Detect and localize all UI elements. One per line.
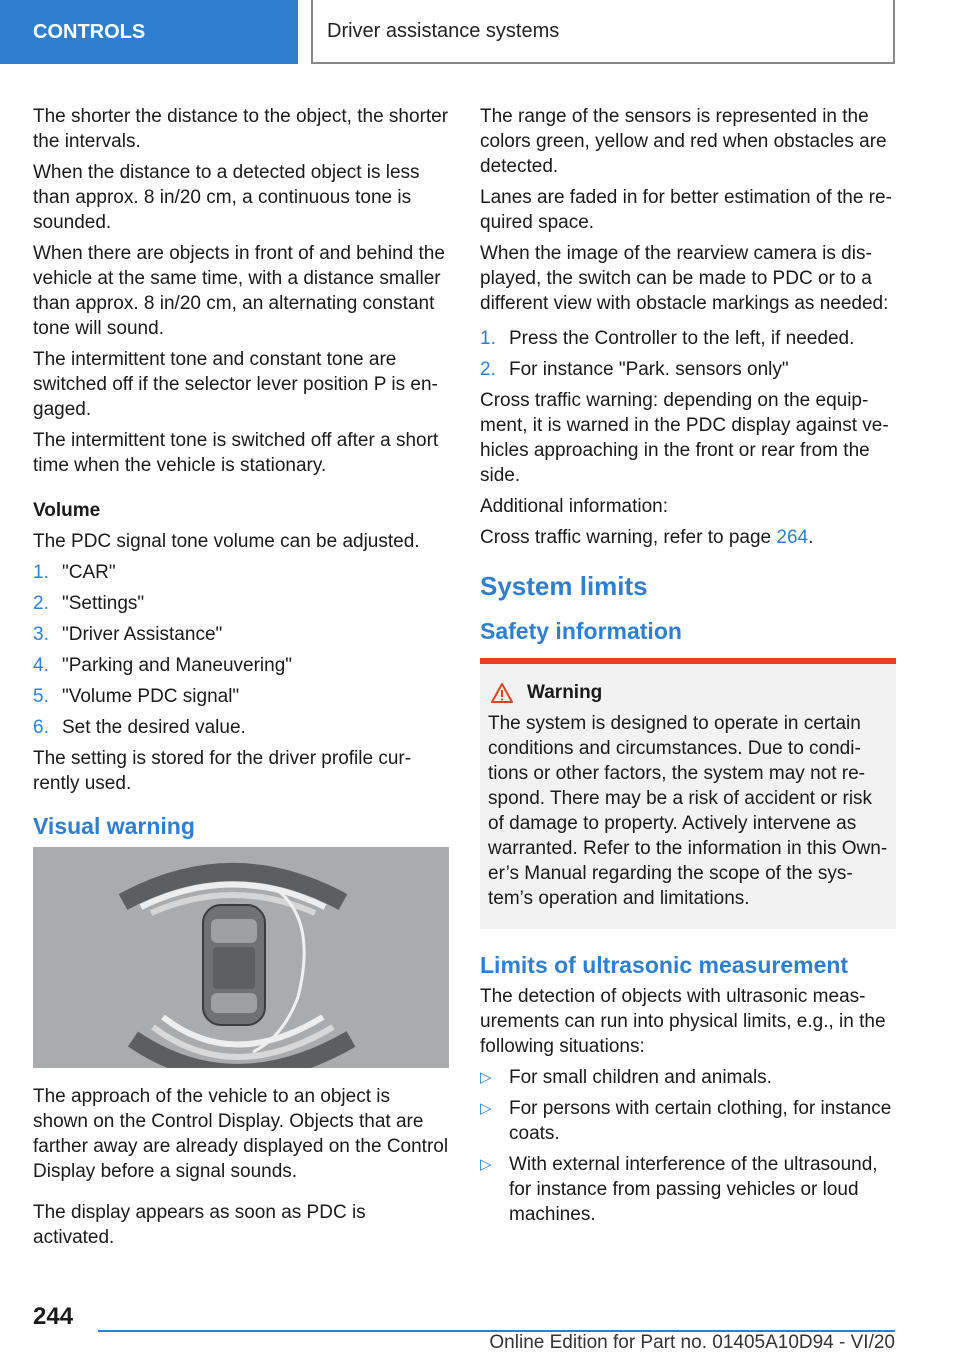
safety-information-heading: Safety information (480, 618, 682, 644)
left-column (33, 104, 449, 1256)
visual-warning-heading: Visual warning (33, 813, 195, 839)
limits-intro: The detection of objects with ultrasonic meas‐ urements can run into physical limits, e.g., in the following situations: (480, 986, 886, 1057)
limits-heading: Limits of ultrasonic measurement (480, 952, 849, 978)
limits-list (480, 1065, 896, 1227)
volume-note: The setting is stored for the driver profile cur‐ rently used. (33, 748, 412, 794)
list-item (480, 1065, 896, 1090)
triangle-bullet-icon: ▷ (480, 1069, 492, 1086)
cross-ref-end: . (808, 527, 814, 548)
paragraph: The range of the sensors is represented in the colors green, yellow and red when obstacles are detected. (480, 106, 887, 177)
list-item (480, 1096, 896, 1146)
volume-steps-list (33, 560, 449, 740)
paragraph: When the distance to a detected object is less than approx. 8 in/20 cm, a continuous tone is sounded. (33, 162, 420, 233)
limit-text: For small children and animals. (509, 1067, 772, 1088)
step-number: 6. (33, 717, 49, 738)
warning-box (480, 658, 896, 929)
step-number: 1. (480, 328, 496, 349)
list-item (480, 1152, 896, 1227)
list-item (33, 653, 449, 678)
cross-reference (480, 525, 896, 550)
view-steps-list (480, 326, 896, 382)
list-item (33, 622, 449, 647)
volume-heading: Volume (33, 500, 101, 521)
limit-text: For persons with certain clothing, for instance coats. (509, 1098, 892, 1144)
step-text: For instance "Park. sensors only" (509, 359, 789, 380)
additional-info-label: Additional information: (480, 496, 668, 517)
triangle-bullet-icon: ▷ (480, 1100, 492, 1117)
chapter-title: Driver assistance systems (327, 19, 560, 42)
step-text: "Settings" (62, 593, 145, 614)
step-text: Press the Controller to the left, if needed. (509, 328, 855, 349)
step-text: Set the desired value. (62, 717, 246, 738)
step-number: 3. (33, 624, 49, 645)
paragraph: The intermittent tone is switched off after a short time when the vehicle is stationary. (33, 430, 439, 476)
paragraph: Lanes are faded in for better estimation of the re‐ quired space. (480, 187, 892, 233)
paragraph: When there are objects in front of and behind the vehicle at the same time, with a distance smaller than approx. 8 in/20 cm, an alternating constant tone will sound. (33, 243, 445, 339)
chapter-header (311, 0, 895, 64)
page-number: 244 (33, 1303, 74, 1330)
step-text: "Parking and Maneuvering" (62, 655, 293, 676)
list-item (33, 684, 449, 709)
pdc-display-image (33, 847, 449, 1068)
section-tab[interactable] (0, 0, 298, 64)
warning-triangle-icon (490, 682, 514, 704)
paragraph: The shorter the distance to the object, the shorter the intervals. (33, 106, 449, 152)
step-number: 2. (33, 593, 49, 614)
warning-text: The system is designed to operate in certain conditions and circumstances. Due to condi‐ tions or other factors, the system may not re‐ spond. There may be a risk of accident or risk of damage to property. Actively intervene as warranted. Refer to the information in this Own‐ er’s Manual regarding the scope of the sys‐ tem’s operation and limitations. (488, 713, 888, 909)
system-limits-heading: System limits (480, 571, 648, 601)
list-item (33, 560, 449, 585)
cross-ref-text: Cross traffic warning, refer to page (480, 527, 777, 548)
step-number: 4. (33, 655, 49, 676)
step-text: "Volume PDC signal" (62, 686, 240, 707)
triangle-bullet-icon: ▷ (480, 1156, 492, 1173)
list-item (33, 591, 449, 616)
visual-caption: The approach of the vehicle to an object is shown on the Control Display. Objects that are farther away are already displayed on the Control Display before a signal sounds. (33, 1086, 449, 1182)
display-note: The display appears as soon as PDC is activated. (33, 1202, 366, 1248)
warning-header (488, 680, 888, 705)
list-item (33, 715, 449, 740)
volume-intro: The PDC signal tone volume can be adjusted. (33, 531, 420, 552)
step-number: 2. (480, 359, 496, 380)
step-number: 1. (33, 562, 49, 583)
right-column (480, 104, 896, 1233)
page-link[interactable]: 264 (776, 527, 809, 548)
warning-title: Warning (527, 682, 603, 703)
step-number: 5. (33, 686, 49, 707)
list-item (480, 357, 896, 382)
pdc-vehicle-illustration (33, 847, 449, 1068)
list-item (480, 326, 896, 351)
paragraph: The intermittent tone and constant tone are switched off if the selector lever position P is en‐ gaged. (33, 349, 438, 420)
paragraph: When the image of the rearview camera is dis‐ played, the switch can be made to PDC or to a different view with obstacle markings as needed: (480, 243, 889, 314)
cross-traffic-paragraph: Cross traffic warning: depending on the equip‐ ment, it is warned in the PDC display against ve‐ hicles approaching in the front or rear from the side. (480, 390, 889, 486)
section-title: CONTROLS (33, 20, 146, 43)
edition-info: Online Edition for Part no. 01405A10D94 - VI/20 (489, 1332, 895, 1353)
step-text: "Driver Assistance" (62, 624, 223, 645)
limit-text: With external interference of the ultrasound, for instance from passing vehicles or loud machines. (509, 1154, 878, 1225)
step-text: "CAR" (62, 562, 116, 583)
